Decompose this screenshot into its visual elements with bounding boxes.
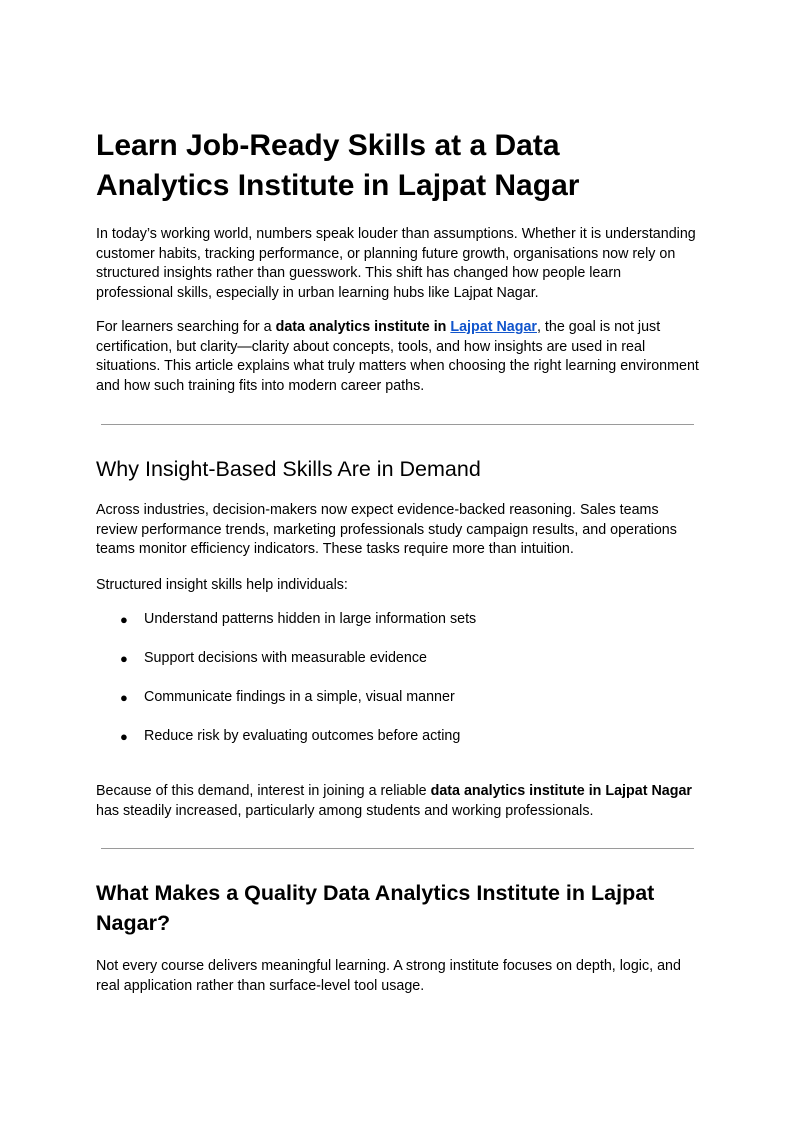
- page-title: Learn Job-Ready Skills at a Data Analytics Institute in Lajpat Nagar: [96, 129, 580, 202]
- lajpat-nagar-link[interactable]: Lajpat Nagar: [450, 319, 537, 335]
- bullet-icon: ●: [120, 729, 128, 744]
- quality-paragraph-1: Not every course delivers meaningful learning. A strong institute focuses on depth, logic, and real application rather than surface-level tool usage.: [96, 958, 681, 994]
- intro-p2-bold: data analytics institute in: [275, 319, 451, 335]
- bullet-icon: ●: [120, 612, 128, 627]
- section-heading-demand: Why Insight-Based Skills Are in Demand: [96, 457, 481, 481]
- intro-paragraph-1: In today’s working world, numbers speak louder than assumptions. Whether it is understanding customer habits, tracking performance, or planning future growth, organisations now rely on structured insights rather than guesswork. This shift has changed how people learn professional skills, especially in urban learning hubs like Lajpat Nagar.: [96, 226, 696, 301]
- demand-paragraph-2: Structured insight skills help individuals:: [96, 577, 348, 593]
- demand-p3-bold: data analytics institute in Lajpat Nagar: [430, 783, 692, 799]
- intro-paragraph-2: [96, 318, 700, 396]
- intro-p2-lead: For learners searching for a: [96, 319, 276, 335]
- list-item: [96, 649, 700, 688]
- list-item-text: Reduce risk by evaluating outcomes before acting: [144, 728, 461, 744]
- demand-p3-tail: has steadily increased, particularly among students and working professionals.: [96, 802, 594, 819]
- demand-p3-lead: Because of this demand, interest in joining a reliable: [96, 783, 431, 799]
- section-heading-quality: What Makes a Quality Data Analytics Institute in Lajpat Nagar?: [96, 881, 655, 935]
- list-item: [96, 727, 700, 766]
- demand-paragraph-3: [96, 782, 700, 821]
- section-divider-1: [101, 424, 694, 425]
- section-divider-2: [101, 848, 694, 849]
- list-item: [96, 688, 700, 727]
- list-item: [96, 610, 700, 649]
- intro-p2-tail: , the goal is not just certification, but clarity—clarity about concepts, tools, and how insights are used in real situations. This article explains what truly matters when choosing the right learning environment and how such training fits into modern career paths.: [96, 319, 699, 394]
- bullet-icon: ●: [120, 651, 128, 666]
- bullet-icon: ●: [120, 690, 128, 705]
- demand-paragraph-1: Across industries, decision-makers now expect evidence-backed reasoning. Sales teams review performance trends, marketing professionals study campaign results, and operations teams monitor efficiency indicators. These tasks require more than intuition.: [96, 502, 677, 558]
- list-item-text: Support decisions with measurable evidence: [144, 650, 427, 666]
- list-item-text: Understand patterns hidden in large information sets: [144, 611, 477, 627]
- list-item-text: Communicate findings in a simple, visual manner: [144, 689, 455, 705]
- skills-bullet-list: [96, 610, 700, 766]
